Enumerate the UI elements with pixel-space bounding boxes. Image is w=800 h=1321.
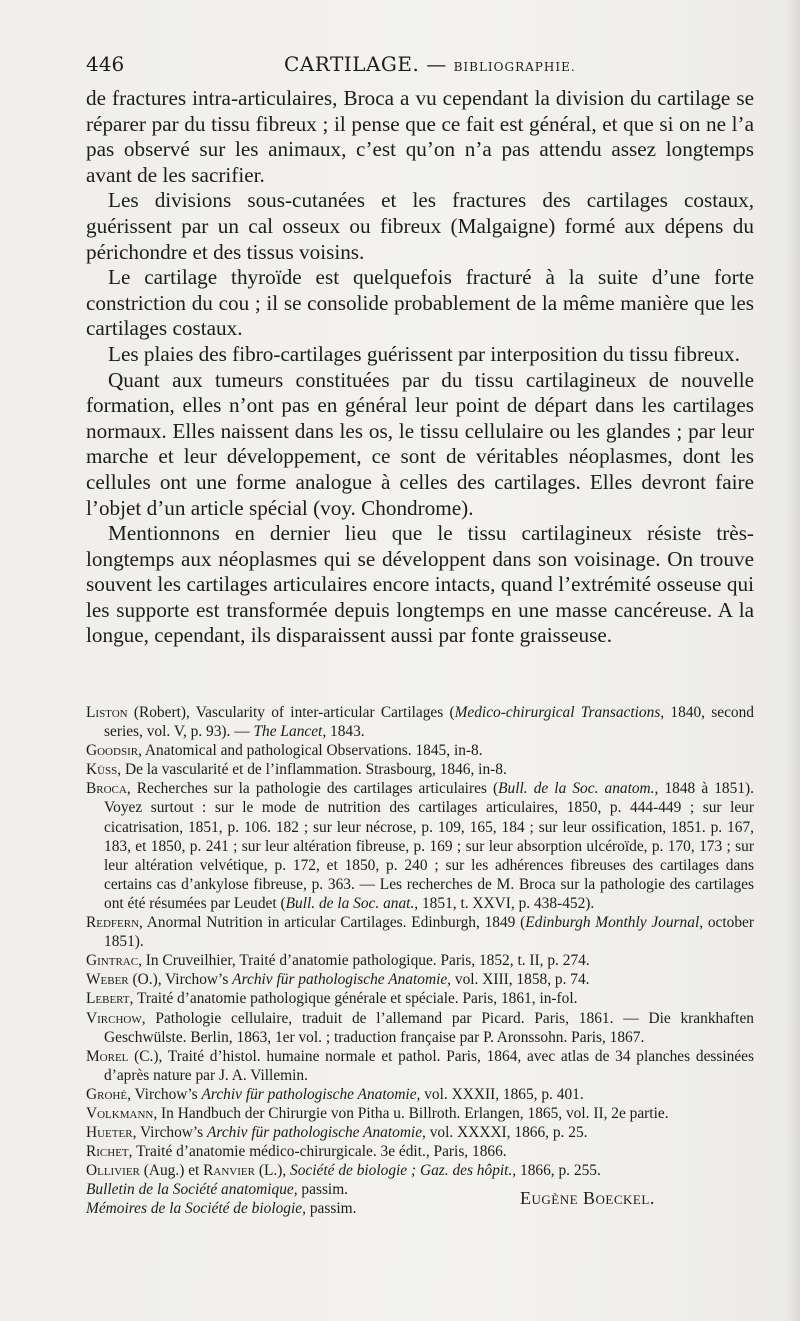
bibliography-entry (86, 1104, 754, 1123)
bibliography-text: vol. XXXXI, 1866, p. 25. (425, 1124, 588, 1142)
bibliography-entry (86, 760, 754, 779)
bibliography-entry (86, 951, 754, 970)
bibliography-text: (C.), Traité d’histol. humaine normale et pathol. Paris, 1864, avec atlas de 34 planches dessinées d’après nature par J. A. Villemin. (104, 1047, 754, 1084)
bibliography-title: Société de biologie ; Gaz. des hôpit., (290, 1162, 517, 1180)
bibliography-entry (86, 1009, 754, 1047)
bibliography-entry (86, 741, 754, 760)
bibliography-title: Bulletin de la Société anatomique, (86, 1181, 298, 1199)
bibliography-title: Bull. de la Soc. anatom., (498, 780, 659, 798)
bibliography-author: Liston (86, 704, 128, 721)
bibliography-author: Grohé (86, 1085, 128, 1103)
paragraph: Les divisions sous-cutanées et les fractures des cartilages costaux, guérissent par un cal osseux ou fibreux (Malgaigne) formé aux dépens du périchondre et des tissus voisins. (86, 188, 754, 264)
bibliography-entry (86, 1123, 754, 1142)
bibliography-entry (86, 703, 754, 741)
bibliography-text: passim. (297, 1181, 349, 1199)
bibliography-text: (O.), Virchow’s (128, 971, 233, 989)
bibliography-author: Broca (86, 780, 127, 798)
bibliography-author: Hueter (86, 1124, 133, 1142)
bibliography-title: Bull. de la Soc. anat., (285, 894, 419, 912)
bibliography-text: , Pathologie cellulaire, traduit de l’allemand par Picard. Paris, 1861. — Die krankhaften Geschwülste. Berlin, 1863, 1er vol. ; traduction française par P. Aronssohn. Paris, 1867. (104, 1009, 754, 1046)
bibliography-text: , Virchow’s (132, 1124, 208, 1142)
bibliography-entry (86, 989, 754, 1008)
bibliography-author: Weber (86, 971, 129, 989)
bibliography-text: , Traité d’anatomie pathologique générale et spéciale. Paris, 1861, in-fol. (129, 990, 578, 1008)
paragraph: de fractures intra-articulaires, Broca a vu cependant la division du cartilage se réparer par du tissu fibreux ; il pense que ce fait est général, et que si on ne l’a pas observé sur les animaux, c’est qu’on n’a pas attendu assez longtemps avant de les sacrifier. (86, 86, 754, 187)
running-header (86, 52, 758, 80)
body-text (86, 86, 754, 649)
bibliography-text: , De la vascularité et de l’inflammation. Strasbourg, 1846, in-8. (117, 761, 507, 779)
bibliography-author: Ollivier (86, 1162, 140, 1180)
bibliography-text: 1866, p. 255. (516, 1162, 601, 1180)
running-title-main: CARTILAGE. (284, 52, 420, 76)
bibliography-text: , Anormal Nutrition in articular Cartilages. Edinburgh, 1849 ( (139, 914, 526, 932)
bibliography-text: 1851, t. XXVI, p. 438-452). (418, 894, 595, 912)
bibliography-entry (86, 1047, 754, 1085)
bibliography-text: october 1851). (104, 914, 754, 951)
running-title (284, 52, 576, 76)
bibliography-title: Medico-chirurgical Transactions, (454, 704, 665, 721)
bibliography-text: (Aug.) et (139, 1162, 204, 1180)
author-signature: Eugène Boeckel. (520, 1188, 655, 1208)
bibliography-author: Redfern (86, 914, 140, 932)
bibliography-text: , Recherches sur la pathologie des cartilages articulaires ( (126, 780, 499, 798)
bibliography-title: Edinburgh Monthly Journal, (525, 914, 704, 932)
bibliography-text: passim. (305, 1200, 357, 1218)
bibliography-text: (Robert), Vascularity of inter-articular Cartilages ( (127, 704, 455, 721)
paragraph: Mentionnons en dernier lieu que le tissu cartilagineux résiste très-longtemps aux néoplasmes qui se développent dans son voisinage. On trouve souvent les cartilages articulaires encore intacts, quand l’extrémité osseuse qui les supporte est transformée depuis longtemps en une masse cancéreuse. A la longue, cependant, ils disparaissent aussi par fonte graisseuse. (86, 521, 754, 648)
bibliography-author: Ranvier (203, 1162, 255, 1180)
running-title-sub: BIBLIOGRAPHIE. (453, 60, 576, 74)
bibliography-text: 1848 à 1851). Voyez surtout : sur le mode de nutrition des cartilages articulaires, 1850, p. 444-449 ; sur leur cicatrisation, 1851, p. 106. 182 ; sur leur nécrose, p. 109, 165, 184 ; sur leur ossification, 1851. p. 167, 183, et 1850, p. 241 ; sur leur altération fibreuse, p. 169 ; sur leur absorption ulcéroïde, p. 170, 173 ; sur leur altération velvétique, p. 172, et 1850, p. 240 ; sur les adhérences fibreuses des cartilages dans certains cas d’ankylose fibreuse, p. 363. — Les recherches de M. Broca sur la pathologie des cartilages ont été résumées par Leudet ( (104, 780, 754, 912)
page-edge-shadow (786, 0, 800, 1321)
paragraph: Le cartilage thyroïde est quelquefois fracturé à la suite d’une forte constriction du cou ; il se consolide probablement de la même manière que les cartilages costaux. (86, 265, 754, 341)
page-number: 446 (86, 52, 125, 76)
bibliography-text: , Traité d’anatomie médico-chirurgicale. 3e édit., Paris, 1866. (128, 1143, 507, 1161)
bibliography-text: , In Handbuch der Chirurgie von Pitha u. Billroth. Erlangen, 1865, vol. II, 2e partie. (153, 1104, 669, 1122)
bibliography-entry (86, 913, 754, 951)
bibliography-entry (86, 1142, 754, 1161)
bibliography-title: Mémoires de la Société de biologie, (86, 1200, 306, 1218)
bibliography-text: 1840, second series, vol. V, p. 93). — (104, 704, 754, 741)
bibliography-author: Volkmann (86, 1104, 154, 1122)
bibliography-entry (86, 970, 754, 989)
paragraph: Quant aux tumeurs constituées par du tissu cartilagineux de nouvelle formation, elles n’ont pas en général leur point de départ dans les cartilages normaux. Elles naissent dans les os, le tissu cellulaire ou les glandes ; par leur marche et leur développement, ce sont de véritables néoplasmes, dont les cellules ont une forme analogue à celles des cartilages. Elles devront faire l’objet d’un article spécial (voy. Chondrome). (86, 367, 754, 520)
running-title-dash: — (419, 52, 454, 76)
bibliography-text: 1843. (326, 723, 365, 741)
bibliography-text: (L.), (254, 1162, 291, 1180)
bibliography-author: Gintrac (86, 952, 139, 970)
bibliography-title: Archiv für pathologische Anatomie, (207, 1124, 426, 1142)
bibliography-title: Archiv für pathologische Anatomie, (201, 1085, 421, 1103)
bibliography (86, 703, 754, 1219)
bibliography-text: vol. XXXII, 1865, p. 401. (420, 1085, 584, 1103)
bibliography-text: , Anatomical and pathological Observations. 1845, in-8. (138, 742, 483, 760)
bibliography-author: Küss (86, 761, 118, 779)
bibliography-title: The Lancet, (253, 723, 327, 741)
bibliography-text: vol. XIII, 1858, p. 74. (451, 971, 590, 989)
bibliography-author: Morel (86, 1047, 129, 1065)
bibliography-entry (86, 779, 754, 913)
bibliography-author: Richet (86, 1143, 129, 1161)
bibliography-author: Virchow (86, 1009, 142, 1027)
bibliography-title: Archiv für pathologische Anatomie, (232, 971, 452, 989)
bibliography-text: , Virchow’s (127, 1085, 202, 1103)
bibliography-entry (86, 1085, 754, 1104)
bibliography-author: Goodsir (86, 742, 139, 760)
bibliography-entry (86, 1161, 754, 1180)
bibliography-text: , In Cruveilhier, Traité d’anatomie pathologique. Paris, 1852, t. II, p. 274. (138, 952, 590, 970)
paragraph: Les plaies des fibro-cartilages guérissent par interposition du tissu fibreux. (108, 341, 740, 366)
bibliography-author: Lebert (86, 990, 130, 1008)
